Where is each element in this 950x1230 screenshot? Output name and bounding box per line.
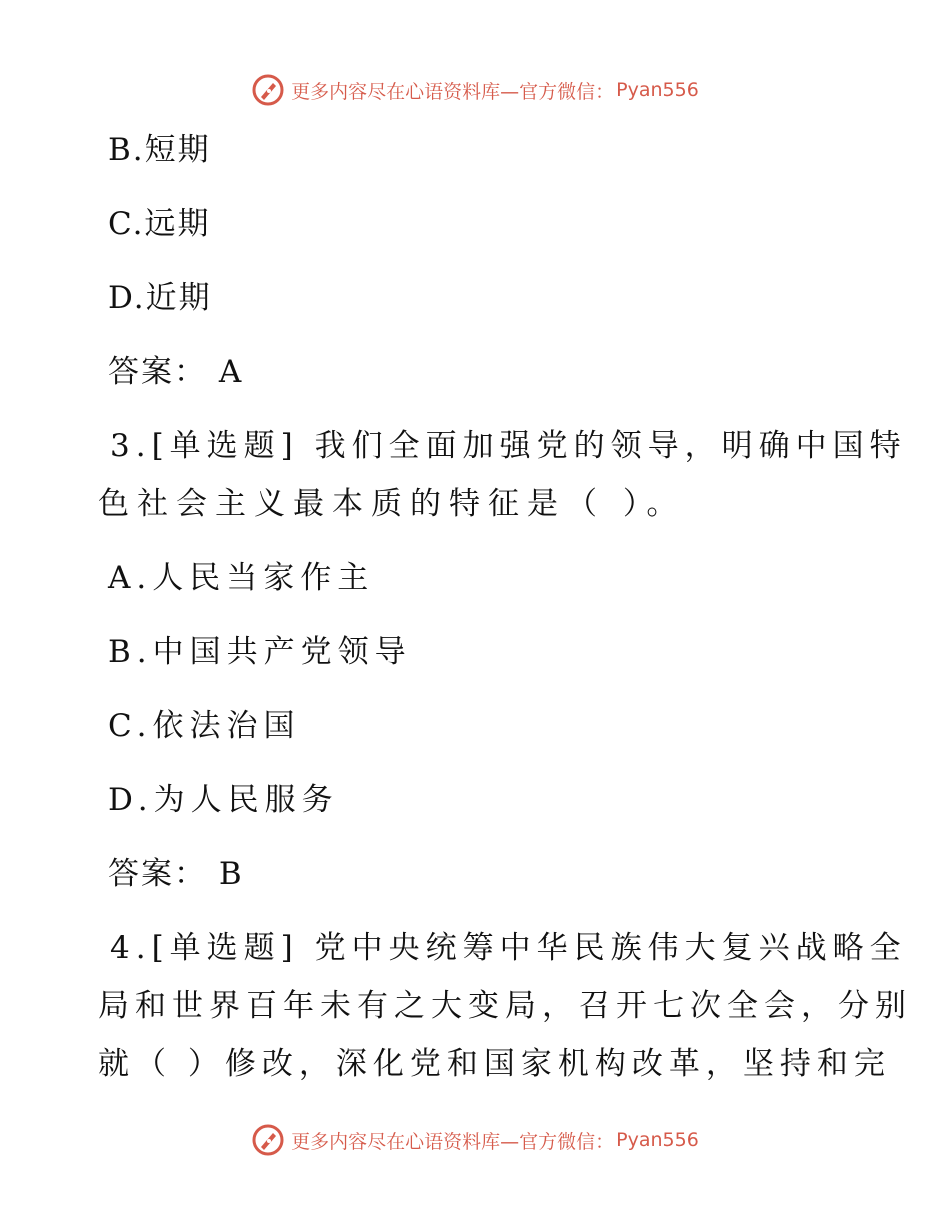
watermark-text: 更多内容尽在心语资料库—官方微信：: [291, 1130, 615, 1153]
watermark-text: 更多内容尽在心语资料库—官方微信：: [291, 80, 615, 103]
q2-option-b: B.短期: [108, 132, 211, 168]
q3-option-d: D.为人民服务: [108, 782, 339, 818]
q3-answer: 答案： B: [108, 856, 244, 892]
watermark-wechat-id: Pyan556: [616, 79, 699, 101]
fountain-pen-logo-icon: [251, 1123, 285, 1157]
fountain-pen-logo-icon: [251, 73, 285, 107]
q3-option-c: C.依法治国: [108, 708, 301, 744]
q3-stem-line-1: 3.[单选题] 我们全面加强党的领导，明确中国特: [110, 428, 907, 464]
q2-answer: 答案： A: [108, 354, 244, 390]
watermark-wechat-id: Pyan556: [616, 1129, 699, 1151]
q2-option-c: C.远期: [108, 206, 211, 242]
q3-option-a: A.人民当家作主: [108, 560, 375, 596]
header-watermark: [0, 70, 950, 110]
q4-stem-line-2: 局和世界百年未有之大变局，召开七次全会，分别: [98, 988, 912, 1024]
q3-stem-line-2: 色社会主义最本质的特征是（ ）。: [98, 486, 686, 522]
q3-option-b: B.中国共产党领导: [108, 634, 412, 670]
footer-watermark: [0, 1120, 950, 1160]
q4-stem-line-1: 4.[单选题] 党中央统筹中华民族伟大复兴战略全: [110, 930, 907, 966]
q2-option-d: D.近期: [108, 280, 212, 316]
q4-stem-line-3: 就（ ）修改，深化党和国家机构改革，坚持和完: [98, 1046, 891, 1082]
